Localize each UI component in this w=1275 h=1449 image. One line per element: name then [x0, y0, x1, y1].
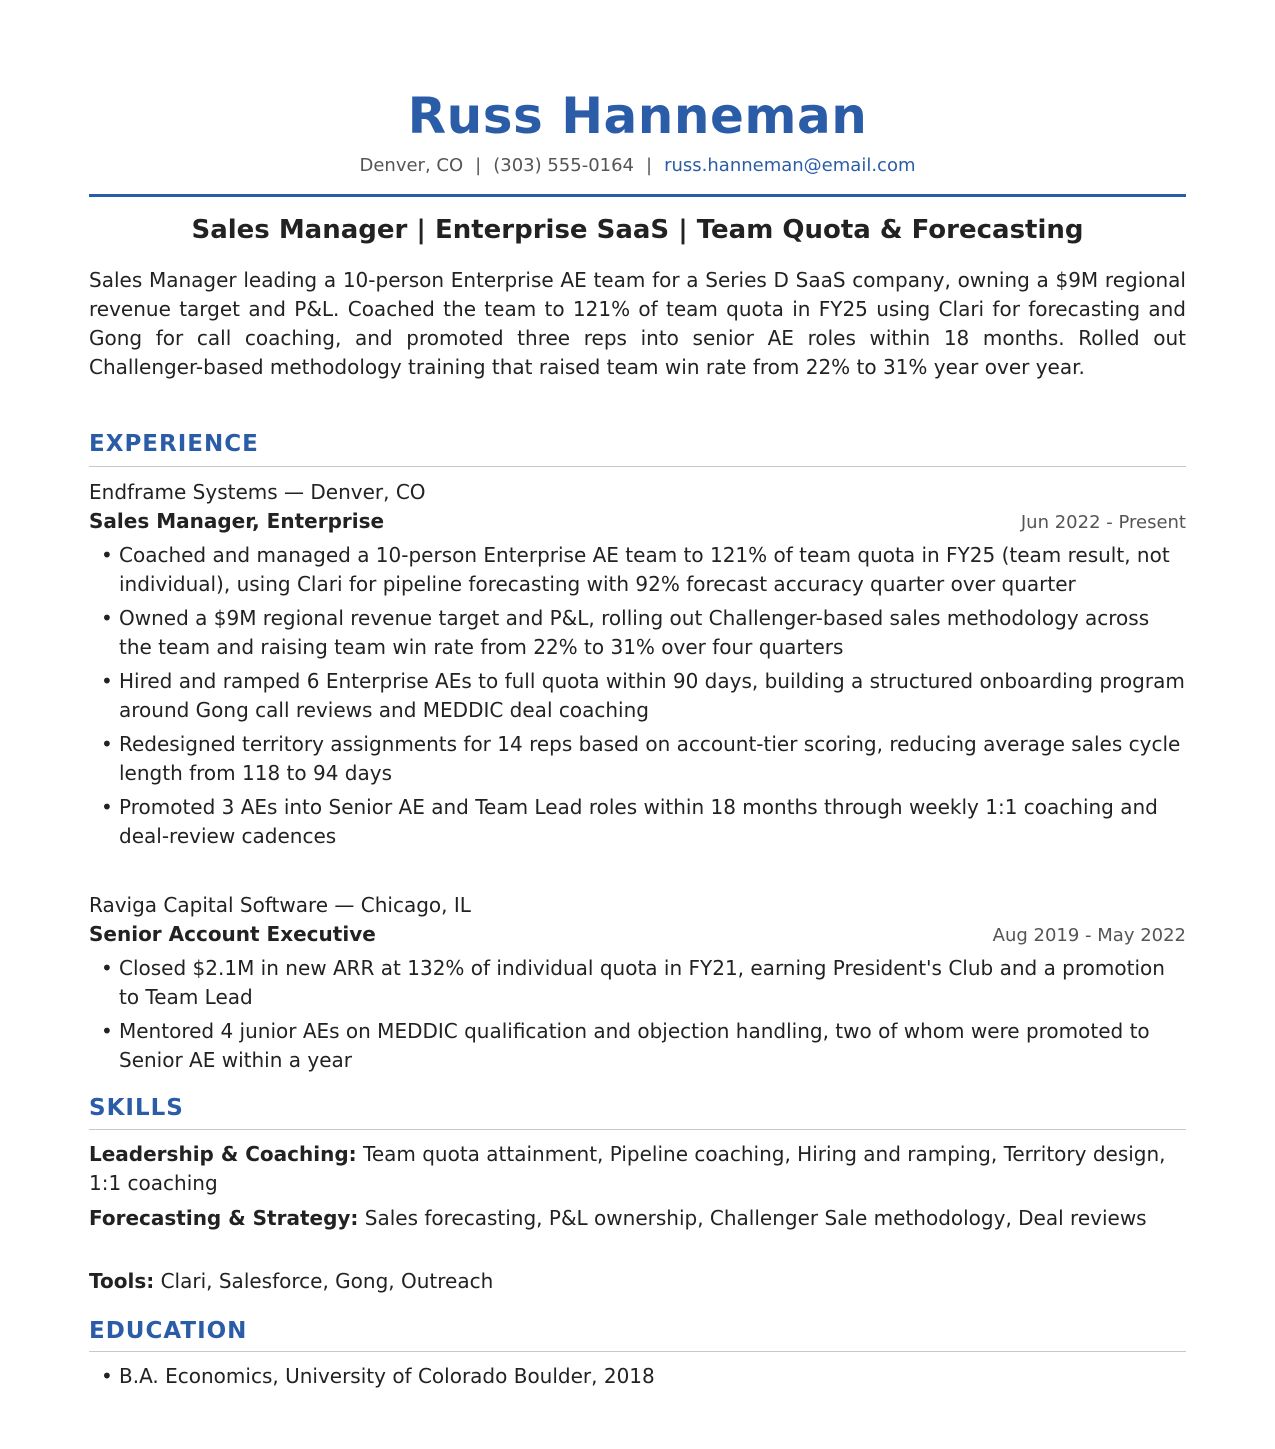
- section-title-experience: EXPERIENCE: [89, 431, 259, 457]
- skill-label: Leadership & Coaching:: [89, 1142, 357, 1166]
- list-item: [89, 954, 1186, 1012]
- contact-phone: (303) 555-0164: [493, 155, 635, 176]
- bullet-icon: •: [101, 543, 113, 567]
- bullet-icon: •: [101, 795, 113, 819]
- skill-value: Team quota attainment, Pipeline coaching, Hiring and ramping, Territory design, 1:1 coaching: [89, 1142, 1166, 1195]
- job-role-row: [89, 507, 1186, 535]
- bullet-text: Promoted 3 AEs into Senior AE and Team Lead roles within 18 months through weekly 1:1 coaching and deal-review cadences: [119, 795, 1158, 848]
- skill-row: [89, 1140, 1186, 1198]
- job-company: Endframe Systems — Denver, CO: [89, 480, 426, 504]
- bullet-icon: •: [101, 956, 113, 980]
- skill-value: Sales forecasting, P&L ownership, Challenger Sale methodology, Deal reviews: [364, 1206, 1147, 1230]
- skill-label: Forecasting & Strategy:: [89, 1206, 359, 1230]
- resume-headline: Sales Manager | Enterprise SaaS | Team Quota & Forecasting: [191, 215, 1084, 245]
- candidate-name: Russ Hanneman: [407, 87, 868, 145]
- list-item: [89, 667, 1186, 725]
- bullet-text: Owned a $9M regional revenue target and P&L, rolling out Challenger-based sales methodology across the team and raising team win rate from 22% to 31% over four quarters: [119, 606, 1150, 659]
- job-dates: Aug 2019 - May 2022: [992, 925, 1186, 946]
- list-item: [89, 1362, 1186, 1391]
- bullet-icon: •: [101, 732, 113, 756]
- bullet-text: Coached and managed a 10-person Enterprise AE team to 121% of team quota in FY25 (team result, not individual), using Clari for pipeline forecasting with 92% forecast accuracy quarter over quarter: [119, 543, 1170, 596]
- skill-label: Tools:: [89, 1269, 155, 1293]
- bullet-text: Closed $2.1M in new ARR at 132% of individual quota in FY21, earning President's Club and a promotion to Team Lead: [119, 956, 1165, 1009]
- bullet-text: Redesigned territory assignments for 14 reps based on account-tier scoring, reducing average sales cycle length from 118 to 94 days: [119, 732, 1181, 785]
- section-title-education: EDUCATION: [89, 1318, 248, 1344]
- bullet-icon: •: [101, 1019, 113, 1043]
- job-bullet-list: [89, 541, 1186, 856]
- bullet-text: Hired and ramped 6 Enterprise AEs to full quota within 90 days, building a structured onboarding program around Gong call reviews and MEDDIC deal coaching: [119, 669, 1185, 722]
- list-item: [89, 730, 1186, 788]
- contact-location: Denver, CO: [359, 155, 464, 176]
- section-divider: [89, 466, 1186, 467]
- job-company: Raviga Capital Software — Chicago, IL: [89, 893, 471, 917]
- section-divider: [89, 1129, 1186, 1130]
- job-title: Sales Manager, Enterprise: [89, 509, 385, 533]
- job-bullet-list: [89, 954, 1186, 1080]
- skill-value: Clari, Salesforce, Gong, Outreach: [160, 1269, 494, 1293]
- education-list: [89, 1362, 1186, 1396]
- list-item: [89, 793, 1186, 851]
- education-entry: B.A. Economics, University of Colorado Boulder, 2018: [119, 1364, 655, 1388]
- professional-summary: Sales Manager leading a 10-person Enterprise AE team for a Series D SaaS company, owning a $9M regional revenue target and P&L. Coached the team to 121% of team quota in FY25 using Clari for forecasting and Gong for call coaching, and promoted three reps into senior AE roles within 18 months. Rolled out Challenger-based methodology training that raised team win rate from 22% to 31% year over year.: [89, 268, 1186, 379]
- list-item: [89, 541, 1186, 599]
- job-title: Senior Account Executive: [89, 922, 376, 946]
- section-divider: [89, 1351, 1186, 1352]
- contact-separator: |: [646, 155, 653, 176]
- skill-row: [89, 1204, 1186, 1233]
- list-item: [89, 604, 1186, 662]
- contact-email-link[interactable]: russ.hanneman@email.com: [664, 155, 916, 176]
- contact-separator: |: [475, 155, 482, 176]
- job-role-row: [89, 920, 1186, 948]
- bullet-text: Mentored 4 junior AEs on MEDDIC qualification and objection handling, two of whom were promoted to Senior AE within a year: [119, 1019, 1150, 1072]
- contact-line: [89, 154, 1186, 178]
- skill-row: [89, 1267, 1186, 1296]
- job-dates: Jun 2022 - Present: [1020, 512, 1186, 533]
- bullet-icon: •: [101, 606, 113, 630]
- header-divider: [89, 194, 1186, 197]
- section-title-skills: SKILLS: [89, 1095, 184, 1121]
- bullet-icon: •: [101, 669, 113, 693]
- bullet-icon: •: [101, 1364, 113, 1388]
- list-item: [89, 1017, 1186, 1075]
